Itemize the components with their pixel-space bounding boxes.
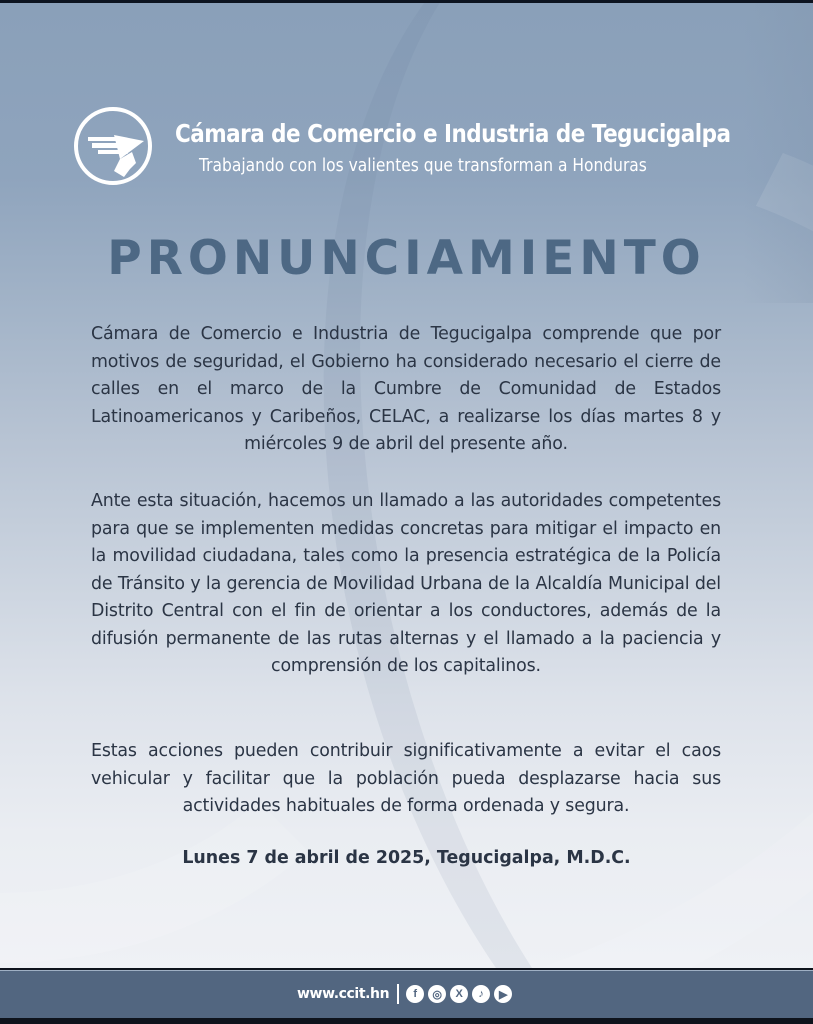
x-icon[interactable]: X <box>450 985 468 1003</box>
pronouncement-poster <box>0 3 813 968</box>
footer <box>0 970 813 1019</box>
organization-name: Cámara de Comercio e Industria de Tegucigalpa <box>175 119 731 148</box>
winged-helmet-logo-icon <box>74 107 152 185</box>
date-location: Lunes 7 de abril de 2025, Tegucigalpa, M.D.C. <box>182 848 631 868</box>
website-link[interactable]: www.ccit.hn <box>297 986 390 1002</box>
paragraph-3: Estas acciones pueden contribuir significativamente a evitar el caos vehicular y facilitar que la población pueda desplazarse hacia sus actividades habituales de forma ordenada y segura. <box>91 741 721 816</box>
footer-contact <box>297 982 516 1006</box>
facebook-icon[interactable]: f <box>406 985 424 1003</box>
footer-divider <box>397 984 399 1004</box>
tiktok-icon[interactable]: ♪ <box>472 985 490 1003</box>
youtube-icon[interactable]: ▶ <box>494 985 512 1003</box>
paragraph-2: Ante esta situación, hacemos un llamado a las autoridades competentes para que se implementen medidas concretas para mitigar el impacto en la movilidad ciudadana, tales como la presencia estratégica de la Policía de Tránsito y la gerencia de Movilidad Urbana de la Alcaldía Municipal del Distrito Central con el fin de orientar a los conductores, además de la difusión permanente de las rutas alternas y el llamado a la paciencia y comprensión de los capitalinos. <box>91 491 721 676</box>
header <box>74 107 764 193</box>
instagram-icon[interactable]: ◎ <box>428 985 446 1003</box>
organization-tagline: Trabajando con los valientes que transforman a Honduras <box>199 155 647 176</box>
paragraph-1: Cámara de Comercio e Industria de Tegucigalpa comprende que por motivos de seguridad, el Gobierno ha considerado necesario el cierre de calles en el marco de la Cumbre de Comunidad de Estados Latinoamericanos y Caribeños, CELAC, a realizarse los días martes 8 y miércoles 9 de abril del presente año. <box>91 324 721 454</box>
page-title: PRONUNCIAMIENTO <box>107 231 706 286</box>
bottom-edge <box>0 1018 813 1024</box>
